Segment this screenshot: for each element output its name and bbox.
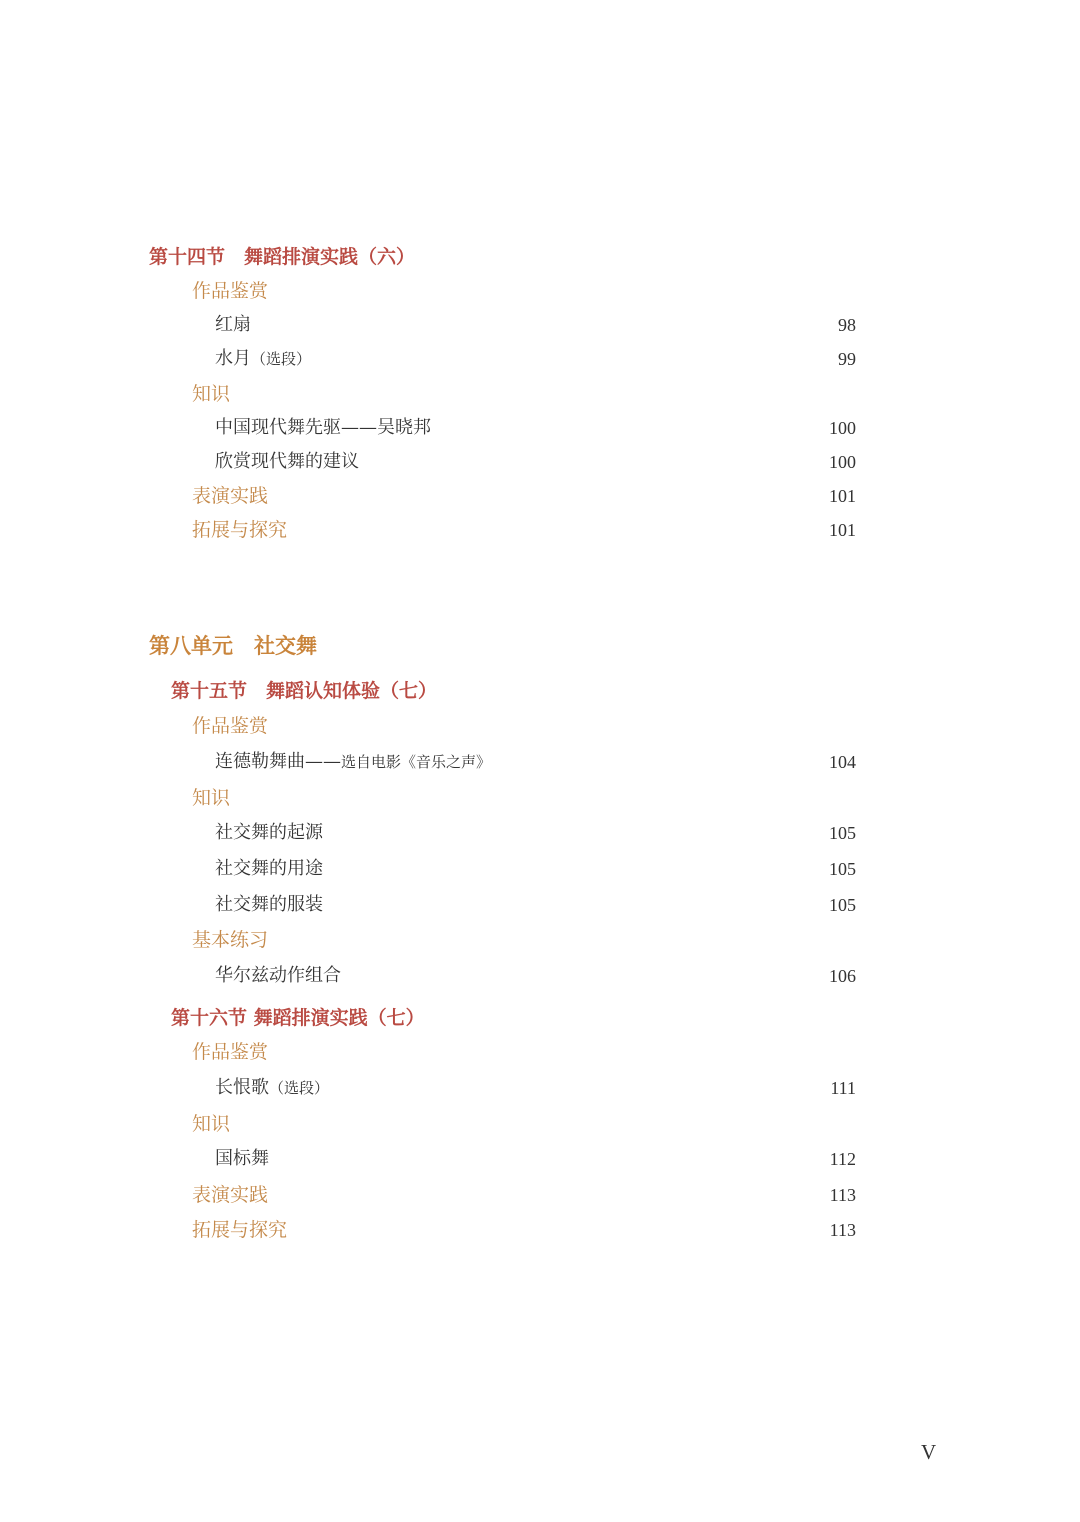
s14-extension-heading[interactable]: 拓展与探究: [192, 519, 288, 541]
s16-knowledge-item-1-page: 112: [829, 1149, 856, 1169]
s14-work-shuiyue-page: 99: [838, 349, 856, 369]
section-16-heading[interactable]: 第十六节 舞蹈排演实践（七）: [171, 1007, 425, 1029]
s15-basic-practice-heading[interactable]: 基本练习: [192, 929, 269, 951]
section-15-heading[interactable]: 第十五节 舞蹈认知体验（七）: [171, 680, 438, 702]
s15-knowledge-item-3[interactable]: 社交舞的服装: [215, 894, 323, 915]
s15-knowledge-item-3-page: 105: [829, 895, 856, 915]
unit-8-heading[interactable]: 第八单元 社交舞: [149, 634, 317, 658]
s16-performance-heading[interactable]: 表演实践: [192, 1184, 269, 1206]
s14-knowledge-heading[interactable]: 知识: [192, 383, 231, 405]
s15-work-landler-page: 104: [829, 752, 856, 772]
s15-knowledge-item-2[interactable]: 社交舞的用途: [215, 858, 323, 879]
s15-work-landler-subtitle: 选自电影《音乐之声》: [341, 753, 492, 771]
s14-work-hongshan[interactable]: 红扇: [215, 314, 251, 335]
s14-knowledge-item-1[interactable]: 中国现代舞先驱——吴晓邦: [215, 417, 431, 438]
s14-appreciation-heading[interactable]: 作品鉴赏: [192, 280, 269, 302]
page-folio: V: [921, 1440, 937, 1464]
s15-work-landler-title: 连德勒舞曲——: [215, 751, 341, 772]
s15-knowledge-item-1-page: 105: [829, 823, 856, 843]
s14-work-shuiyue-note: （选段）: [251, 350, 312, 368]
s14-extension-page: 101: [829, 520, 856, 540]
s15-knowledge-heading[interactable]: 知识: [192, 787, 231, 809]
s14-performance-heading[interactable]: 表演实践: [192, 485, 269, 507]
s16-knowledge-heading[interactable]: 知识: [192, 1113, 231, 1135]
section-14-heading[interactable]: 第十四节 舞蹈排演实践（六）: [149, 246, 416, 268]
s16-extension-heading[interactable]: 拓展与探究: [192, 1219, 288, 1241]
s15-knowledge-item-2-page: 105: [829, 859, 856, 879]
s14-work-shuiyue[interactable]: [215, 350, 311, 368]
s16-performance-page: 113: [829, 1185, 856, 1205]
s16-work-changhenge-title: 长恨歌: [215, 1077, 269, 1098]
s14-knowledge-item-1-page: 100: [829, 418, 856, 438]
s15-work-landler[interactable]: [215, 753, 491, 771]
s15-basic-item-1[interactable]: 华尔兹动作组合: [215, 965, 341, 986]
s15-basic-item-1-page: 106: [829, 966, 856, 986]
s14-work-hongshan-page: 98: [838, 315, 856, 335]
s16-work-changhenge-page: 111: [830, 1078, 856, 1098]
s14-performance-page: 101: [829, 486, 856, 506]
s16-extension-page: 113: [829, 1220, 856, 1240]
s16-work-changhenge[interactable]: [215, 1079, 329, 1097]
s16-knowledge-item-1[interactable]: 国标舞: [215, 1148, 269, 1169]
s15-appreciation-heading[interactable]: 作品鉴赏: [192, 715, 269, 737]
s16-appreciation-heading[interactable]: 作品鉴赏: [192, 1041, 269, 1063]
s15-knowledge-item-1[interactable]: 社交舞的起源: [215, 822, 323, 843]
s14-knowledge-item-2[interactable]: 欣赏现代舞的建议: [215, 451, 359, 472]
s14-knowledge-item-2-page: 100: [829, 452, 856, 472]
s16-work-changhenge-note: （选段）: [269, 1079, 330, 1097]
s14-work-shuiyue-title: 水月: [215, 348, 251, 369]
